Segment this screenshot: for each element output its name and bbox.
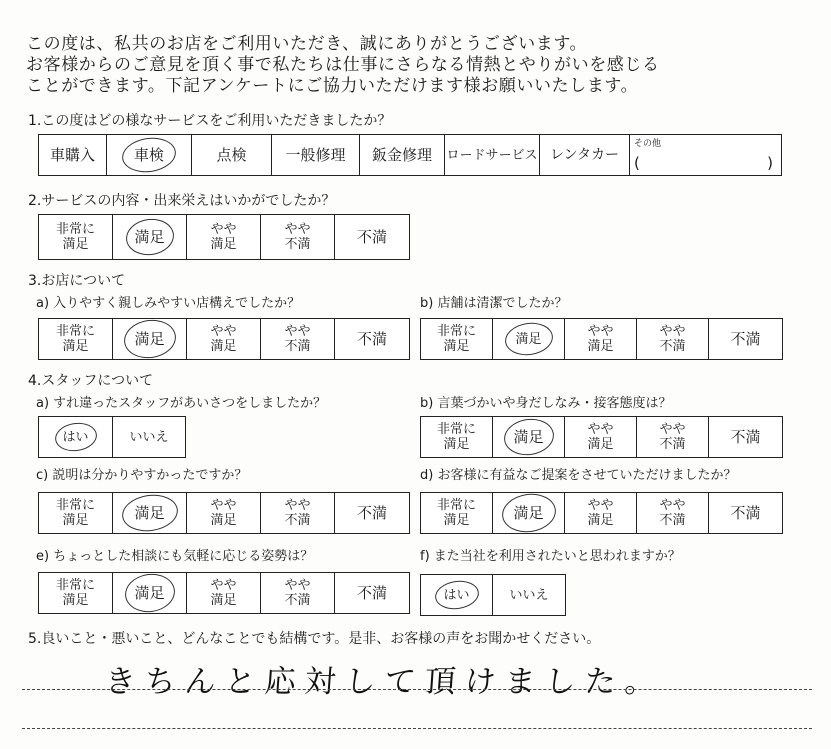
scale-label-line2: 不満 xyxy=(659,513,686,528)
scale-label-line1: やや xyxy=(284,222,311,237)
answer-line-2 xyxy=(22,728,812,729)
q4e-option-dissatisfied[interactable] xyxy=(335,573,409,613)
scale-label: 満足 xyxy=(134,503,165,522)
scale-label-line1: やや xyxy=(210,578,237,593)
q4e-option-very-satisfied[interactable] xyxy=(39,573,113,613)
q4a-yesno-table xyxy=(38,416,186,458)
scale-label: 不満 xyxy=(356,503,387,522)
q2-scale-table xyxy=(38,214,410,260)
yesno-label: はい xyxy=(443,587,470,603)
q3a-option-dissatisfied[interactable] xyxy=(335,319,409,359)
q4e-option-satisfied-selected[interactable] xyxy=(113,573,187,613)
q1-other-paren-close: ) xyxy=(767,154,773,172)
scale-label-line2: 満足 xyxy=(62,237,89,252)
q4c-option-satisfied-selected[interactable] xyxy=(113,493,187,533)
q1-title: 1.この度はどの様なサービスをご利用いただきましたか？ xyxy=(28,113,392,129)
scale-label-line1: やや xyxy=(587,422,614,437)
scale-label: 不満 xyxy=(356,583,387,602)
q4b-option-somewhat-satisfied[interactable] xyxy=(565,417,637,457)
q1-option-general-repair[interactable] xyxy=(272,135,360,175)
scale-label-line1: やや xyxy=(659,498,686,513)
q3-title: 3.お店について xyxy=(28,273,126,289)
scale-label-line2: 満足 xyxy=(587,339,614,354)
q2-option-very-satisfied[interactable] xyxy=(39,215,113,259)
q4a-question: a) すれ違ったスタッフがあいさつをしましたか？ xyxy=(36,396,327,411)
scale-label: 満足 xyxy=(513,427,544,446)
q4a-option-no[interactable] xyxy=(113,417,185,457)
q3b-option-satisfied-selected[interactable] xyxy=(493,319,565,359)
scale-label-line2: 不満 xyxy=(284,593,311,608)
q4e-option-somewhat-satisfied[interactable] xyxy=(187,573,261,613)
q3b-option-very-satisfied[interactable] xyxy=(421,319,493,359)
scale-label: 満足 xyxy=(513,503,544,522)
scale-label-line1: 非常に xyxy=(55,578,95,593)
scale-label-line2: 不満 xyxy=(284,339,311,354)
q4d-option-somewhat-satisfied[interactable] xyxy=(565,493,637,533)
scale-label-line1: やや xyxy=(659,422,686,437)
scale-label-line1: やや xyxy=(210,324,237,339)
q4b-option-dissatisfied[interactable] xyxy=(709,417,782,457)
scale-label: 不満 xyxy=(356,227,387,246)
scale-label-line2: 満足 xyxy=(62,593,89,608)
q4-title: 4.スタッフについて xyxy=(28,373,154,389)
scale-label: 満足 xyxy=(134,329,165,348)
q1-option-road-service[interactable] xyxy=(445,135,540,175)
q1-option-label: レンタカー xyxy=(549,146,620,163)
q4b-option-somewhat-dissatisfied[interactable] xyxy=(637,417,709,457)
q3a-option-very-satisfied[interactable] xyxy=(39,319,113,359)
scale-label-line2: 不満 xyxy=(284,237,311,252)
q2-title: 2.サービスの内容・出来栄えはいかがでしたか？ xyxy=(28,193,336,209)
q1-option-car-purchase[interactable] xyxy=(39,135,107,175)
scale-label-line2: 不満 xyxy=(284,513,311,528)
q3b-question: b) 店舗は清潔でしたか？ xyxy=(420,296,568,311)
q4b-question: b) 言葉づかいや身だしなみ・接客態度は？ xyxy=(420,396,672,411)
scale-label: 満足 xyxy=(134,583,165,602)
scale-label-line2: 不満 xyxy=(659,339,686,354)
q4d-question: d) お客様に有益なご提案をさせていただけましたか？ xyxy=(420,468,737,483)
q4e-option-somewhat-dissatisfied[interactable] xyxy=(261,573,335,613)
q1-option-inspection-selected[interactable] xyxy=(107,135,192,175)
q3b-scale-table xyxy=(420,318,783,360)
q3b-option-somewhat-dissatisfied[interactable] xyxy=(637,319,709,359)
q1-option-label: ロードサービス xyxy=(446,147,538,163)
q4d-option-dissatisfied[interactable] xyxy=(709,493,782,533)
q1-option-check[interactable] xyxy=(192,135,272,175)
q4e-scale-table xyxy=(38,572,410,614)
q2-option-dissatisfied[interactable] xyxy=(335,215,409,259)
q4c-option-very-satisfied[interactable] xyxy=(39,493,113,533)
q4c-scale-table xyxy=(38,492,410,534)
q4f-question: f) また当社を利用されたいと思われますか？ xyxy=(420,549,681,564)
scale-label-line2: 満足 xyxy=(210,593,237,608)
q3b-option-dissatisfied[interactable] xyxy=(709,319,782,359)
scale-label-line1: やや xyxy=(284,578,311,593)
scale-label-line2: 満足 xyxy=(62,339,89,354)
q4f-option-yes-selected[interactable] xyxy=(421,575,493,615)
q2-option-somewhat-dissatisfied[interactable] xyxy=(261,215,335,259)
q1-other-label: その他 xyxy=(634,139,662,149)
scale-label: 満足 xyxy=(134,227,165,246)
q1-option-other[interactable] xyxy=(630,135,781,175)
scale-label-line2: 満足 xyxy=(443,437,470,452)
scale-label-line1: やや xyxy=(210,498,237,513)
q4e-question: e) ちょっとした相談にも気軽に応じる姿勢は？ xyxy=(36,549,314,564)
scale-label-line1: 非常に xyxy=(55,222,95,237)
q4b-option-satisfied-selected[interactable] xyxy=(493,417,565,457)
scale-label-line1: やや xyxy=(587,324,614,339)
scale-label-line2: 満足 xyxy=(443,513,470,528)
scale-label-line2: 満足 xyxy=(210,513,237,528)
q4d-option-somewhat-dissatisfied[interactable] xyxy=(637,493,709,533)
scale-label-line1: やや xyxy=(284,324,311,339)
q1-option-label: 車購入 xyxy=(49,145,95,164)
yesno-label: はい xyxy=(62,429,89,445)
scale-label: 不満 xyxy=(356,329,387,348)
q3a-option-somewhat-satisfied[interactable] xyxy=(187,319,261,359)
scale-label-line2: 満足 xyxy=(210,237,237,252)
q4c-option-dissatisfied[interactable] xyxy=(335,493,409,533)
q5-title: 5.良いこと・悪いこと、どんなことでも結構です。是非、お客様の声をお聞かせください。 xyxy=(28,631,601,647)
answer-line-1 xyxy=(22,689,812,690)
scale-label: 満足 xyxy=(515,331,542,347)
q1-option-label: 車検 xyxy=(133,145,164,164)
q4a-option-yes-selected[interactable] xyxy=(39,417,113,457)
q4b-option-very-satisfied[interactable] xyxy=(421,417,493,457)
q2-option-somewhat-satisfied[interactable] xyxy=(187,215,261,259)
q3b-option-somewhat-satisfied[interactable] xyxy=(565,319,637,359)
q3a-option-somewhat-dissatisfied[interactable] xyxy=(261,319,335,359)
q2-option-satisfied-selected[interactable] xyxy=(113,215,187,259)
scale-label-line2: 満足 xyxy=(210,339,237,354)
scale-label-line1: 非常に xyxy=(436,324,476,339)
q4d-scale-table xyxy=(420,492,783,534)
q1-option-label: 一般修理 xyxy=(285,145,346,164)
q4b-scale-table xyxy=(420,416,783,458)
q4f-yesno-table xyxy=(420,574,566,616)
q1-option-rental-car[interactable] xyxy=(540,135,630,175)
q4c-question: c) 説明は分かりやすかったですか？ xyxy=(36,468,248,483)
intro-text xyxy=(26,34,816,97)
scale-label: 不満 xyxy=(730,427,761,446)
intro-line-1: この度は、私共のお店をご利用いただき、誠にありがとうございます。 xyxy=(26,34,588,54)
yesno-label: いいえ xyxy=(129,429,169,445)
q3a-question: a) 入りやすく親しみやすい店構えでしたか？ xyxy=(36,296,301,311)
scale-label-line1: 非常に xyxy=(436,422,476,437)
q4c-option-somewhat-satisfied[interactable] xyxy=(187,493,261,533)
intro-line-2: お客様からのご意見を頂く事で私たちは仕事にさらなる情熱とやりがいを感じる xyxy=(26,55,660,75)
q4c-option-somewhat-dissatisfied[interactable] xyxy=(261,493,335,533)
q1-option-sheet-metal[interactable] xyxy=(360,135,445,175)
q3a-scale-table xyxy=(38,318,410,360)
scale-label-line1: 非常に xyxy=(436,498,476,513)
scale-label-line1: やや xyxy=(210,222,237,237)
q4f-option-no[interactable] xyxy=(493,575,565,615)
scale-label: 不満 xyxy=(730,329,761,348)
scale-label-line2: 満足 xyxy=(587,437,614,452)
q5-handwritten-answer[interactable]: きちんと応対して頂けました。 xyxy=(103,664,667,700)
yesno-label: いいえ xyxy=(509,587,549,603)
q1-other-paren-open: ( xyxy=(634,154,640,172)
scale-label-line1: 非常に xyxy=(55,324,95,339)
q1-option-label: 点検 xyxy=(216,145,247,164)
scale-label-line2: 満足 xyxy=(443,339,470,354)
q4d-option-satisfied-selected[interactable] xyxy=(493,493,565,533)
scale-label-line2: 満足 xyxy=(62,513,89,528)
scale-label-line1: 非常に xyxy=(55,498,95,513)
scale-label-line2: 満足 xyxy=(587,513,614,528)
intro-line-3: ことができます。下記アンケートにご協力いただけます様お願いいたします。 xyxy=(26,76,639,96)
q1-option-label: 鈑金修理 xyxy=(371,145,432,164)
scale-label-line1: やや xyxy=(659,324,686,339)
scale-label-line1: やや xyxy=(284,498,311,513)
scale-label-line1: やや xyxy=(587,498,614,513)
scale-label: 不満 xyxy=(730,503,761,522)
q4d-option-very-satisfied[interactable] xyxy=(421,493,493,533)
scale-label-line2: 不満 xyxy=(659,437,686,452)
q3a-option-satisfied-selected[interactable] xyxy=(113,319,187,359)
q1-options-table xyxy=(38,134,782,176)
